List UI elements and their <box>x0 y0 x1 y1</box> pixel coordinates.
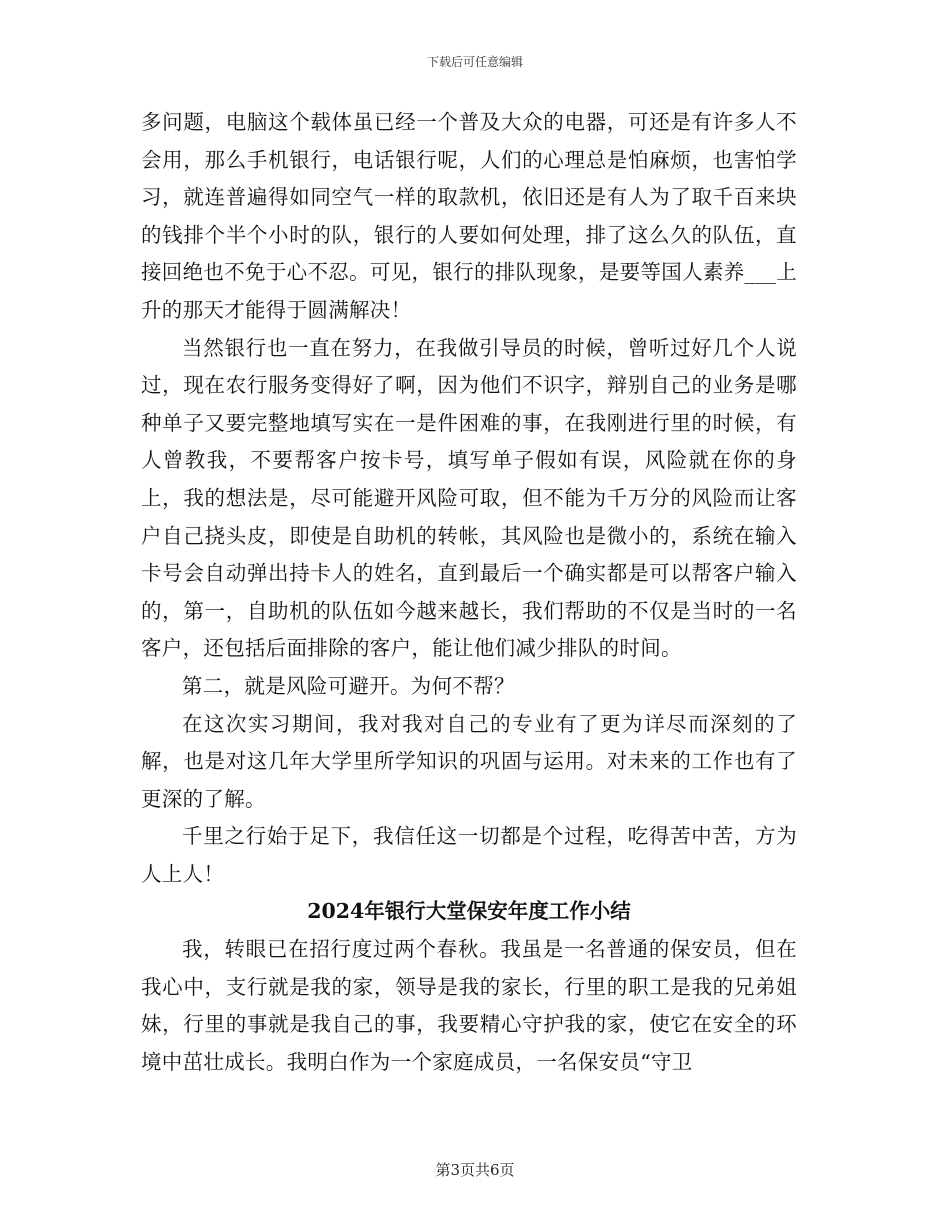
page-footer: 第3页共6页 <box>435 1161 515 1179</box>
paragraph: 第二，就是风险可避开。为何不帮？ <box>182 673 515 698</box>
paragraph: 当然银行也一直在努力，在我做引导员的时候，曾听过好几个人说过，现在农行服务变得好了啊，因为他们不识字，辩别自己的业务是哪种单子又要完整地填写实在一是件困难的事，在我刚进行里的时候，有人曾教我，不要帮客户按卡号，填写单子假如有误，风险就在你的身上，我的想法是，尽可能避开风险可取，但不能为千万分的风险而让客户自己挠头皮，即使是自助机的转帐，其风险也是微小的，系统在输入卡号会自动弹出持卡人的姓名，直到最后一个确实都是可以帮客户输入的，第一，自助机的队伍如今越来越长，我们帮助的不仅是当时的一名客户，还包括后面排除的客户，能让他们减少排队的时间。 <box>141 335 797 661</box>
paragraph: 我，转眼已在招行度过两个春秋。我虽是一名普通的保安员，但在我心中，支行就是我的家，领导是我的家长，行里的职工是我的兄弟姐妹，行里的事就是我自己的事，我要精心守护我的家，使它在安全的环境中茁壮成长。我明白作为一个家庭成员，一名保安员“守卫 <box>141 937 797 1074</box>
document-body <box>141 104 797 1081</box>
paragraph: 千里之行始于足下，我信任这一切都是个过程，吃得苦中苦，方为人上人！ <box>141 824 797 886</box>
paragraph: 多问题，电脑这个载体虽已经一个普及大众的电器，可还是有许多人不会用，那么手机银行，电话银行呢，人们的心理总是怕麻烦，也害怕学习，就连普遍得如同空气一样的取款机，依旧还是有人为了取千百来块的钱排个半个小时的队，银行的人要如何处理，排了这么久的队伍，直接回绝也不免于心不忍。可见，银行的排队现象，是要等国人素养___上升的那天才能得于圆满解决！ <box>141 110 797 322</box>
section-title: 2024年银行大堂保安年度工作小结 <box>307 899 631 924</box>
page-header: 下载后可任意编辑 <box>426 55 523 69</box>
paragraph: 在这次实习期间，我对我对自己的专业有了更为详尽而深刻的了解，也是对这几年大学里所学知识的巩固与运用。对未来的工作也有了更深的了解。 <box>141 711 797 811</box>
